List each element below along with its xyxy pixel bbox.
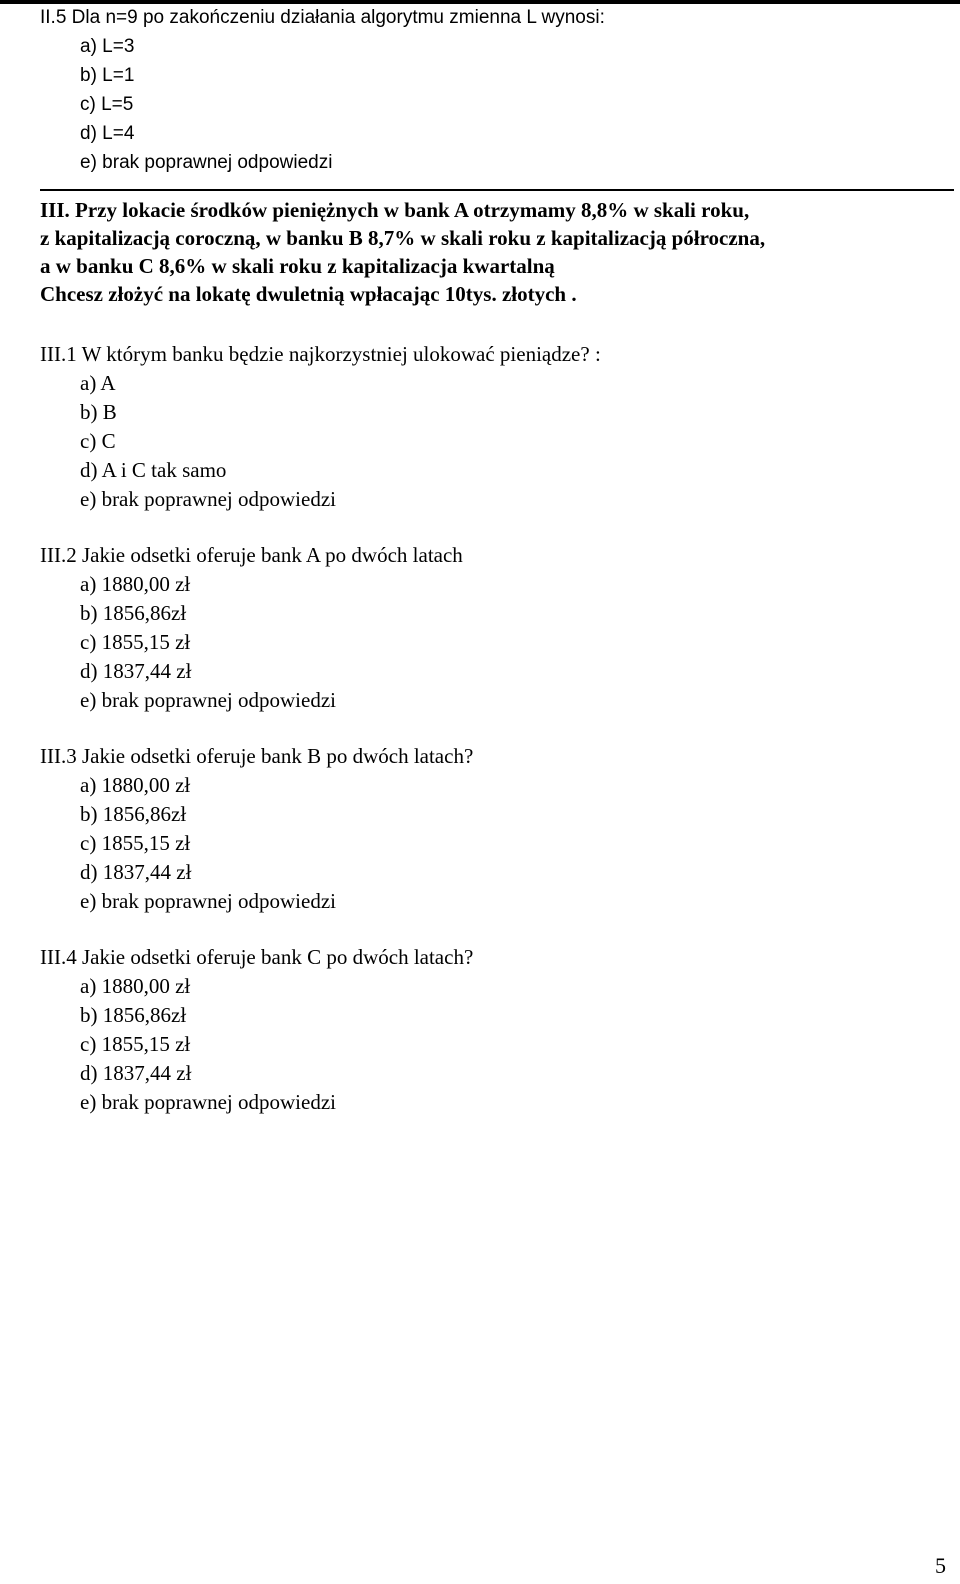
question-iii2-heading: III.2 Jakie odsetki oferuje bank A po dwóch latach <box>40 543 463 567</box>
question-iii4-option-e: e) brak poprawnej odpowiedzi <box>80 1090 336 1114</box>
question-ii5-option-a: a) L=3 <box>80 36 135 57</box>
question-iii2-option-b: b) 1856,86zł <box>80 601 187 625</box>
section-separator-rule <box>40 189 954 191</box>
question-iii1-option-b: b) B <box>80 400 117 424</box>
section-iii-line-2: z kapitalizacją coroczną, w banku B 8,7% w skali roku z kapitalizacją półroczna, <box>40 226 766 250</box>
question-iii4-option-a: a) 1880,00 zł <box>80 974 191 998</box>
question-iii2-option-a: a) 1880,00 zł <box>80 572 191 596</box>
question-iii2-option-d: d) 1837,44 zł <box>80 659 192 683</box>
question-iii3-option-d: d) 1837,44 zł <box>80 860 192 884</box>
question-ii5-heading: II.5 Dla n=9 po zakończeniu działania algorytmu zmienna L wynosi: <box>40 7 605 28</box>
question-iii1-option-d: d) A i C tak samo <box>80 458 227 482</box>
question-iii2-option-c: c) 1855,15 zł <box>80 630 191 654</box>
question-iii2-option-e: e) brak poprawnej odpowiedzi <box>80 688 336 712</box>
question-iii1-heading: III.1 W którym banku będzie najkorzystniej ulokować pieniądze? : <box>40 342 601 366</box>
section-iii-line-3: a w banku C 8,6% w skali roku z kapitalizacja kwartalną <box>40 254 555 278</box>
question-ii5-option-c: c) L=5 <box>80 94 134 115</box>
question-iii4-option-d: d) 1837,44 zł <box>80 1061 192 1085</box>
question-iii4-option-c: c) 1855,15 zł <box>80 1032 191 1056</box>
question-iii4-heading: III.4 Jakie odsetki oferuje bank C po dwóch latach? <box>40 945 474 969</box>
page-number: 5 <box>935 1553 946 1578</box>
question-iii4-option-b: b) 1856,86zł <box>80 1003 187 1027</box>
question-iii3-option-e: e) brak poprawnej odpowiedzi <box>80 889 336 913</box>
question-iii3-option-c: c) 1855,15 zł <box>80 831 191 855</box>
question-iii1-option-c: c) C <box>80 429 116 453</box>
question-iii1-option-a: a) A <box>80 371 116 395</box>
question-iii3-option-a: a) 1880,00 zł <box>80 773 191 797</box>
section-iii-intro <box>40 196 950 308</box>
section-iii-line-4: Chcesz złożyć na lokatę dwuletnią wpłacając 10tys. złotych . <box>40 282 577 306</box>
question-ii5-option-b: b) L=1 <box>80 65 135 86</box>
question-iii1-option-e: e) brak poprawnej odpowiedzi <box>80 487 336 511</box>
question-ii5-option-d: d) L=4 <box>80 123 135 144</box>
question-iii3-heading: III.3 Jakie odsetki oferuje bank B po dwóch latach? <box>40 744 474 768</box>
section-iii-line-1: III. Przy lokacie środków pieniężnych w bank A otrzymamy 8,8% w skali roku, <box>40 198 750 222</box>
question-ii5-option-e: e) brak poprawnej odpowiedzi <box>80 152 333 173</box>
question-iii3-option-b: b) 1856,86zł <box>80 802 187 826</box>
